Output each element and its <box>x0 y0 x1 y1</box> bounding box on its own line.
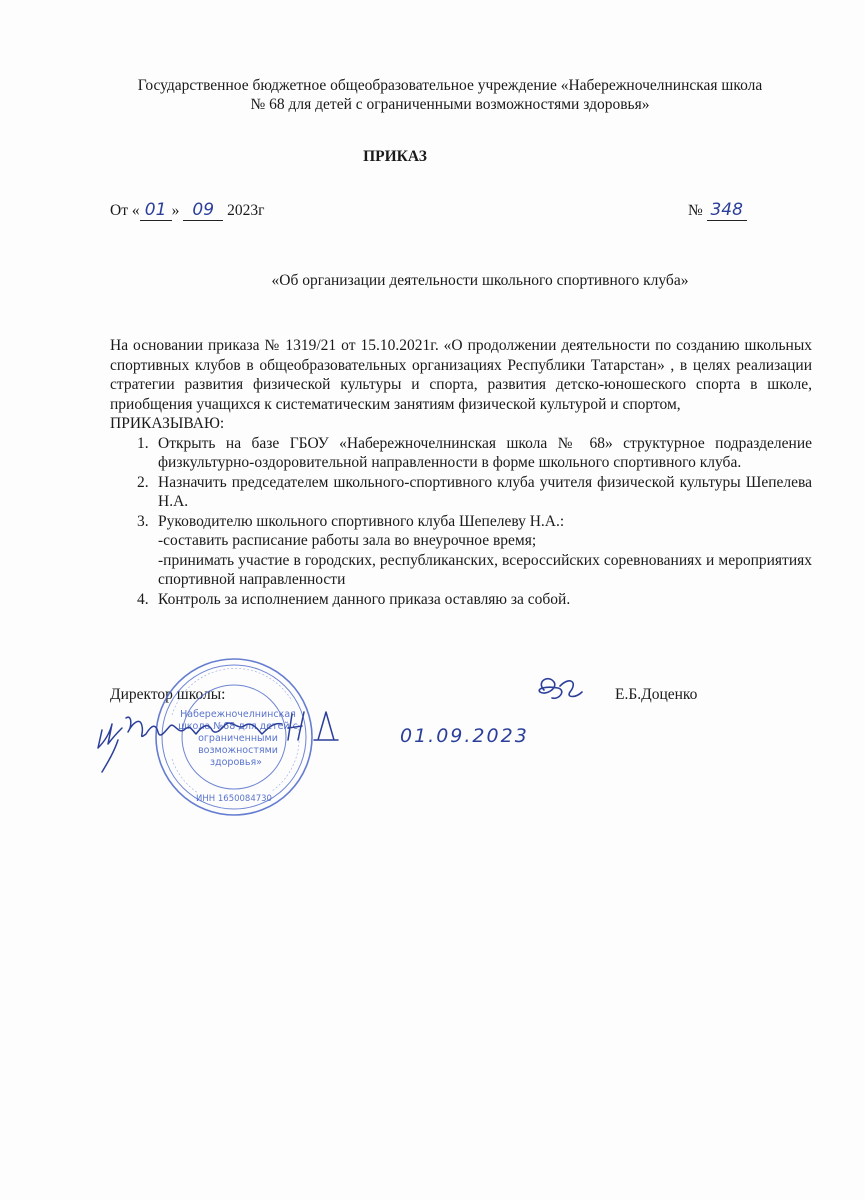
acknowledgement-handwriting <box>92 700 542 775</box>
stamp-line-2: школа №68 для детей с <box>178 721 298 732</box>
date-month-blank <box>183 200 223 221</box>
acknowledgement-date: 01.09.2023 <box>400 725 529 747</box>
item-number: 1. <box>137 434 149 452</box>
order-date <box>110 200 264 221</box>
order-item <box>110 590 812 610</box>
item-text: Руководителю школьного спортивного клуба Шепелеву Н.А.: <box>158 512 565 530</box>
date-day-blank <box>140 200 172 221</box>
order-item <box>110 512 812 590</box>
stamp-line-1: Набережночелнинская <box>180 709 296 720</box>
date-year: 2023г <box>227 202 265 219</box>
date-prefix: От « <box>110 202 140 219</box>
date-mid: » <box>171 202 180 219</box>
stamp-inn: ИНН 1650084730 <box>196 794 272 804</box>
signatory-name: Е.Б.Доценко <box>615 686 698 703</box>
order-number-blank <box>707 200 747 221</box>
header-line-1: Государственное бюджетное общеобразовательное учреждение «Набережночелнинская школа <box>137 77 763 94</box>
order-intro: На основании приказа № 1319/21 от 15.10.2021г. «О продолжении деятельности по созданию школьных спортивных клубов в общеобразовательных организациях Республики Татарстан» , в целях реализации стратегии развития физической культуры и спорта, развития детско-юношеского спорта в школе, приобщения учащихся к систематическим занятиям физической культурой и спортом, <box>110 337 812 413</box>
item-number: 3. <box>137 512 149 530</box>
stamp-line-4: возможностями <box>198 745 278 756</box>
item-number: 2. <box>137 473 149 491</box>
signatory-role: Директор школы: <box>110 686 226 703</box>
stamp-line-3: ограниченными <box>198 733 278 744</box>
item-text: Назначить председателем школьного-спортивного клуба учителя физической культуры Шепелева Н.А. <box>158 473 812 510</box>
item-text: Открыть на базе ГБОУ «Набережночелнинская школа № 68» структурное подразделение физкультурно-оздоровительной направленности в форме школьного спортивного клуба. <box>158 434 812 471</box>
order-word: ПРИКАЗЫВАЮ: <box>110 415 225 432</box>
order-number-label: № <box>688 202 703 219</box>
institution-header <box>100 76 800 114</box>
item-text: Контроль за исполнением данного приказа оставляю за собой. <box>158 590 571 608</box>
order-items <box>110 434 812 610</box>
document-title: ПРИКАЗ <box>363 148 427 165</box>
order-item <box>110 434 812 473</box>
item-number: 4. <box>137 590 149 608</box>
order-number <box>688 200 747 221</box>
order-item <box>110 473 812 512</box>
stamp-line-5: здоровья» <box>210 757 262 768</box>
order-number-value: 348 <box>710 200 743 220</box>
order-subject: «Об организации деятельности школьного спортивного клуба» <box>271 272 689 289</box>
item-subpoint: -принимать участие в городских, республиканских, всероссийских соревнованиях и мероприятиях спортивной направленности <box>158 551 812 588</box>
header-line-2: № 68 для детей с ограниченными возможностями здоровья» <box>250 96 650 113</box>
date-day: 01 <box>144 200 167 220</box>
order-body <box>110 336 812 609</box>
item-subpoint: -составить расписание работы зала во внеурочное время; <box>158 532 537 549</box>
date-month: 09 <box>192 200 215 220</box>
